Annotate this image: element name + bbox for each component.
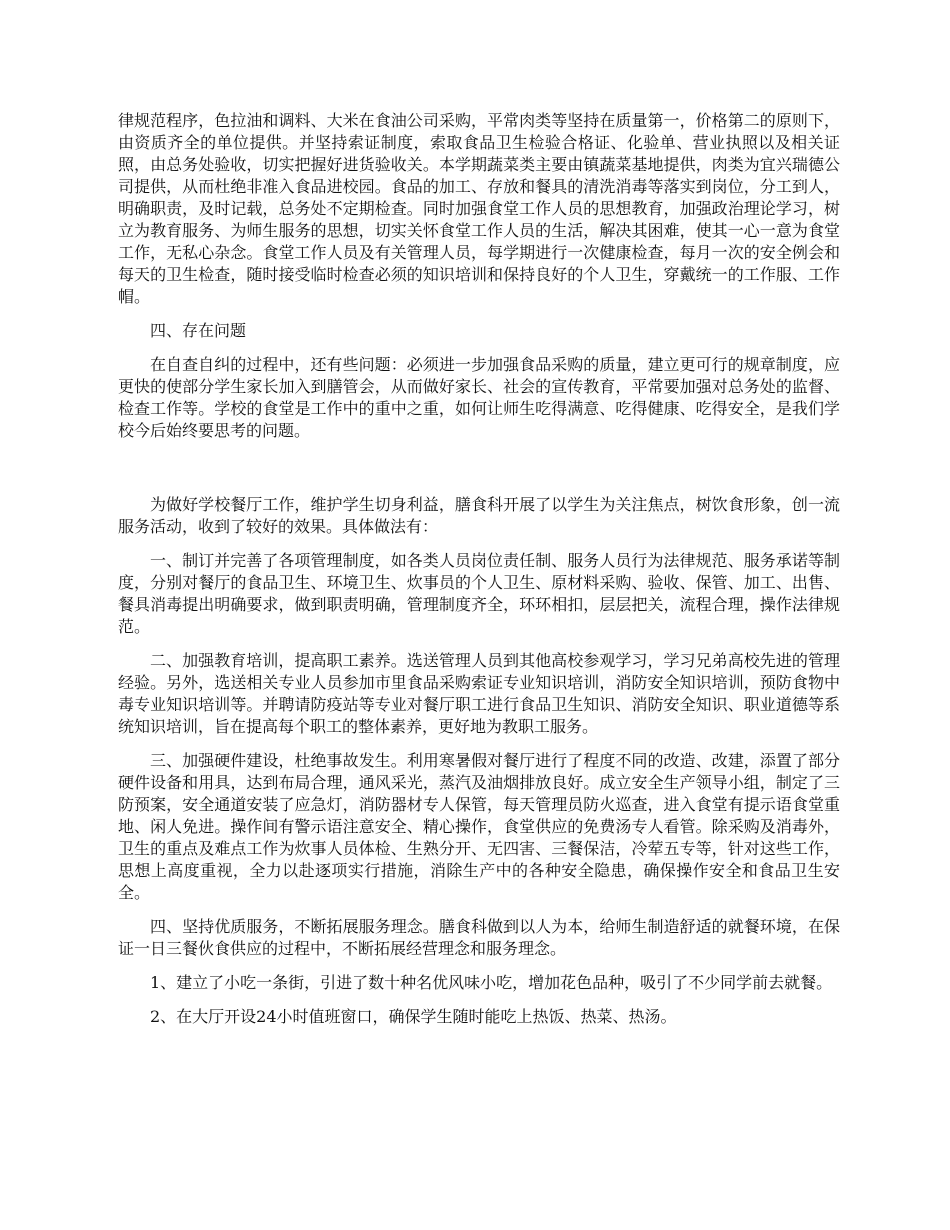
paragraph-item-2: 二、加强教育培训，提高职工素养。选送管理人员到其他高校参观学习，学习兄弟高校先进的管理经验。另外，选送相关专业人员参加市里食品采购索证专业知识培训，消防安全知识培训，预防食物中毒专业知识培训等。并聘请防疫站等专业对餐厅职工进行食品卫生知识、消防安全知识、职业道德等系统知识培训，旨在提高每个职工的整体素养，更好地为教职工服务。	[118, 651, 840, 736]
paragraph-subitem-2: 2、在大厅开设24小时值班窗口，确保学生随时能吃上热饭、热菜、热汤。	[150, 1007, 677, 1026]
paragraph-continuation: 律规范程序，色拉油和调料、大米在食油公司采购，平常肉类等坚持在质量第一，价格第二的原则下，由资质齐全的单位提供。并坚持索证制度，索取食品卫生检验合格证、化验单、营业执照以及相关证照，由总务处验收，切实把握好进货验收关。本学期蔬菜类主要由镇蔬菜基地提供，肉类为宜兴瑞德公司提供，从而杜绝非准入食品进校园。食品的加工、存放和餐具的清洗消毒等落实到岗位，分工到人，明确职责，及时记载，总务处不定期检查。同时加强食堂工作人员的思想教育，加强政治理论学习，树立为教育服务、为师生服务的思想，切实关怀食堂工作人员的生活，解决其困难，使其一心一意为食堂工作，无私心杂念。食堂工作人员及有关管理人员，每学期进行一次健康检查，每月一次的安全例会和每天的卫生检查，随时接受临时检查必须的知识培训和保持良好的个人卫生，穿戴统一的工作服、工作帽。	[118, 111, 840, 306]
paragraph-item-3: 三、加强硬件建设，杜绝事故发生。利用寒暑假对餐厅进行了程度不同的改造、改建，添置了部分硬件设备和用具，达到布局合理，通风采光，蒸汽及油烟排放良好。成立安全生产领导小组，制定了三防预案，安全通道安装了应急灯，消防器材专人保管，每天管理员防火巡查，进入食堂有提示语食堂重地、闲人免进。操作间有警示语注意安全、精心操作，食堂供应的免费汤专人看管。除采购及消毒外，卫生的重点及难点工作为炊事人员体检、生熟分开、无四害、三餐保洁，冷荤五专等，针对这些工作，思想上高度重视，全力以赴逐项实行措施，消除生产中的各种安全隐患，确保操作安全和食品卫生安全。	[118, 751, 840, 902]
section-heading-problems: 四、存在问题	[150, 321, 247, 340]
paragraph-subitem-1: 1、建立了小吃一条街，引进了数十种名优风味小吃，增加花色品种，吸引了不少同学前去就餐。	[150, 973, 833, 992]
document-body	[118, 110, 840, 1028]
paragraph-intro: 为做好学校餐厅工作，维护学生切身利益，膳食科开展了以学生为关注焦点，树饮食形象，创一流服务活动，收到了较好的效果。具体做法有：	[118, 495, 840, 536]
paragraph-item-1: 一、制订并完善了各项管理制度，如各类人员岗位责任制、服务人员行为法律规范、服务承诺等制度，分别对餐厅的食品卫生、环境卫生、炊事员的个人卫生、原材料采购、验收、保管、加工、出售、餐具消毒提出明确要求，做到职责明确，管理制度齐全，环环相扣，层层把关，流程合理，操作法律规范。	[118, 551, 840, 636]
paragraph-problems: 在自查自纠的过程中，还有些问题：必须进一步加强食品采购的质量，建立更可行的规章制度，应更快的使部分学生家长加入到膳管会，从而做好家长、社会的宣传教育，平常要加强对总务处的监督、检查工作等。学校的食堂是工作中的重中之重，如何让师生吃得满意、吃得健康、吃得安全，是我们学校今后始终要思考的问题。	[118, 355, 840, 440]
paragraph-item-4: 四、坚持优质服务，不断拓展服务理念。膳食科做到以人为本，给师生制造舒适的就餐环境，在保证一日三餐伙食供应的过程中，不断拓展经营理念和服务理念。	[118, 917, 840, 958]
